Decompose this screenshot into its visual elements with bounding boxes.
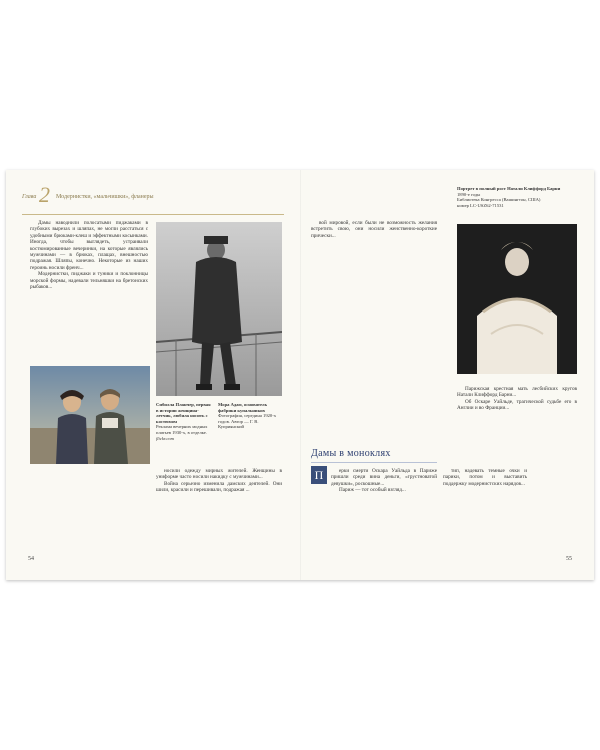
left-col3-paragraph: Война серьезно изменила дамских деятелей. Они шили, красили и перешивали, подражая ... xyxy=(156,480,282,494)
caption-1-title: Сибилла Планчер, первая в истории женщина-летчик, любила носить с костюмом xyxy=(156,402,211,424)
right-text-column-1-bottom xyxy=(331,468,437,538)
right-page-number: 55 xyxy=(566,556,572,562)
chapter-header xyxy=(22,182,202,208)
chapter-word: Глава xyxy=(22,194,37,200)
portrait-caption-meta-2: Библиотека Конгресса (Вашингтон, США) xyxy=(457,197,541,203)
caption-2-title: Мора Адам, основатель фабрики купальников xyxy=(218,402,268,413)
photo-uniform-man-art xyxy=(156,222,282,396)
section-rule xyxy=(311,462,437,463)
photo-two-people-art xyxy=(30,366,150,464)
portrait-caption-title: Портрет в полный рост Натали Клиффорд Барни xyxy=(457,186,561,191)
right-col3-paragraph: Парижская крестная мать лесбийских кругов Натали Клиффорд Барни... xyxy=(457,386,577,399)
photo-uniform-man xyxy=(156,222,282,396)
chapter-rule xyxy=(22,214,284,215)
portrait-caption-meta-3: номер LC-USZ62-71531 xyxy=(457,202,504,208)
portrait-caption-meta-1: 1890-е годы xyxy=(457,191,481,197)
photo-portrait-woman-art xyxy=(457,224,577,374)
right-col1-bottom-paragraph: ерки смерти Оскара Уайльда в Париже пришли среди вина деньги, «грустноватой девушки», роскошные... xyxy=(331,468,437,487)
chapter-number: 2 xyxy=(39,182,50,207)
photo-portrait-woman xyxy=(457,224,577,374)
caption-2-body: Фотография, середина 1920-х годов. Автор — Г. В. Куприянский xyxy=(218,413,277,430)
drop-cap: П xyxy=(311,466,327,484)
caption-1-source: flickr.com xyxy=(156,435,174,441)
caption-1 xyxy=(156,402,212,441)
right-text-column-1-top xyxy=(311,220,437,440)
book-gutter xyxy=(300,170,301,580)
section-title: Дамы в моноклях xyxy=(311,448,391,459)
left-text-column-3 xyxy=(156,468,282,538)
left-page-number: 54 xyxy=(28,556,34,562)
right-col1-bottom-paragraph: Париж — тот особый взгляд... xyxy=(339,487,406,494)
right-col3-paragraph: Об Оскаре Уайльде, трагической судьбе его в Англии и во Франции... xyxy=(457,398,577,412)
left-text-column-1 xyxy=(30,220,148,360)
right-col1-paragraph: вой мировой, если были не возможность желания встретить свою, они носили женственно-короткие прически... xyxy=(311,220,437,239)
left-col1-paragraph: Дамы наводнили полосатыми пиджаками в глубоких вырезах и шляпах, не могли расстаться с удобными брюками-клеш и эффектными косынками. Иногда, чтобы выглядеть, устраивали костюмированные вечеринки, на которые являлись мужчинами — в брюках, плащах, внешностью подражая. Шляпы, конечно. Некоторые из наших героинь носили френч... xyxy=(30,220,148,271)
left-col1-paragraph: Модернистки, пиджаки и туники и поклонницы морской формы, надевали тельняшки на бретонских рыбаков... xyxy=(30,271,148,291)
right-text-column-3 xyxy=(457,386,577,536)
left-col3-paragraph: носили одежду мирных жителей. Женщины в униформе часто носили накидку с мужчинами... xyxy=(156,468,282,481)
caption-2 xyxy=(218,402,282,430)
chapter-title: Модернистки, «мальчишки», фланеры xyxy=(56,194,154,200)
photo-two-people xyxy=(30,366,150,464)
caption-1-body: Реклама вечерних модных платьев 1930-х, в отделке. xyxy=(156,424,208,435)
right-col2-paragraph: тип, надевать темные очки и парики, потом и выставить поддержку модернистских нарядов... xyxy=(443,468,527,487)
portrait-caption xyxy=(457,186,577,208)
